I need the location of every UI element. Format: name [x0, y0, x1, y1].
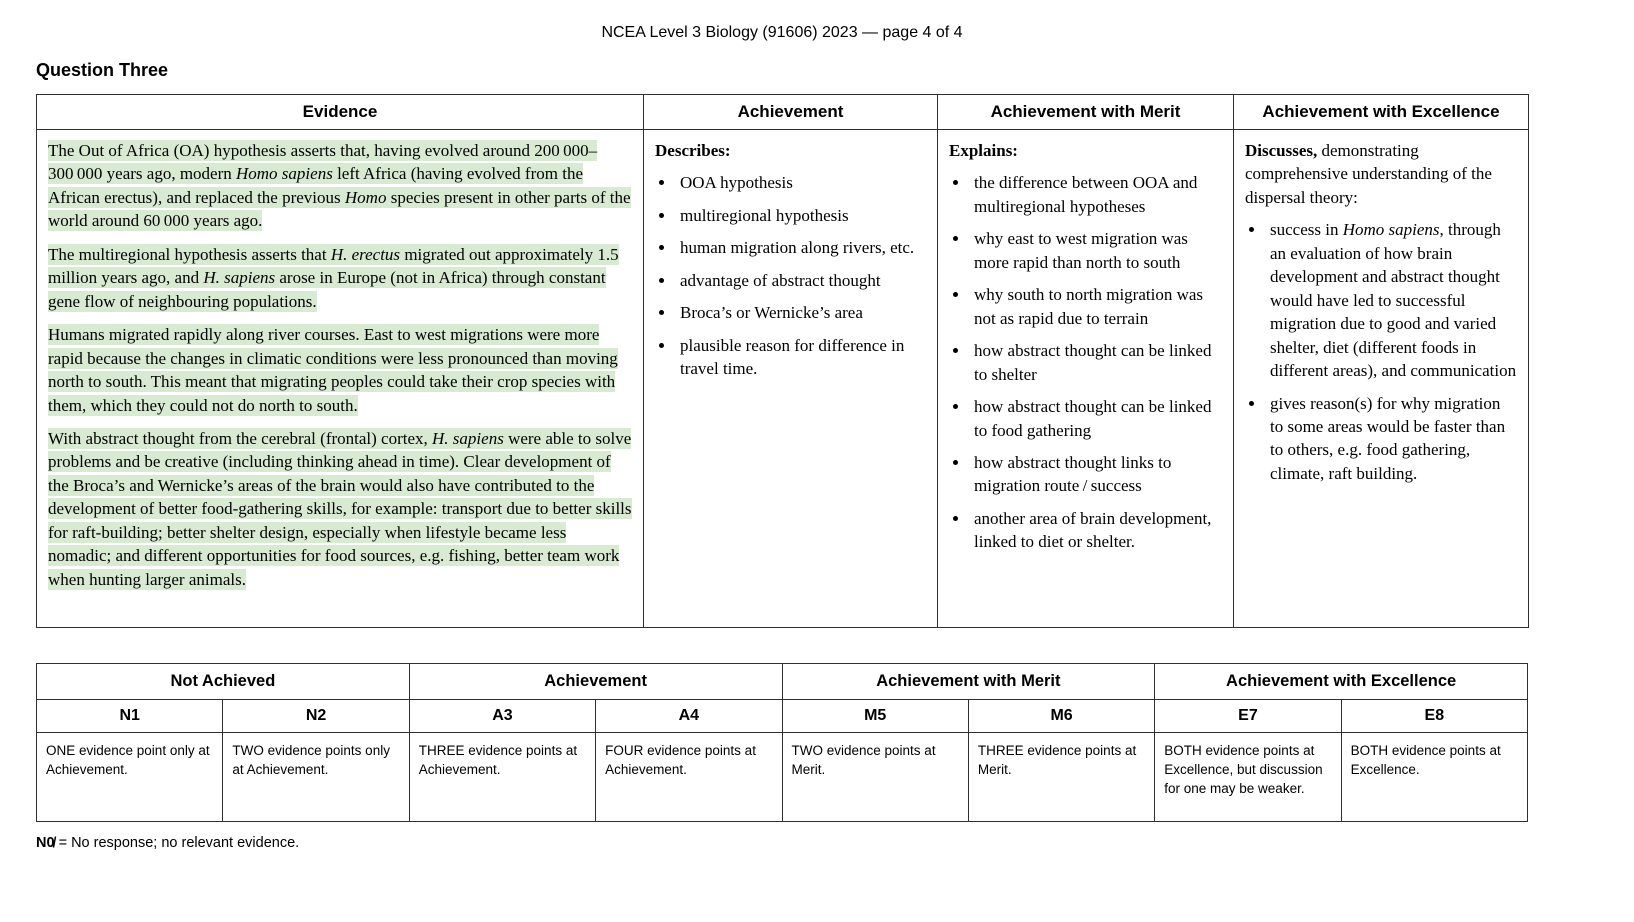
bullet-item: • success in Homo sapiens, through an evaluation of how brain development and abstract thought would have led to successful migration due to good and varied shelter, diet (different foods in different areas), and communication	[1266, 218, 1517, 382]
grade-code-m6: M6	[968, 700, 1154, 733]
excellence-heading: Discusses, demonstrating comprehensive understanding of the dispersal theory:	[1245, 141, 1492, 207]
evidence-paragraph-2: The multiregional hypothesis asserts that H. erectus migrated out approximately 1.5 million years ago, and H. sapiens arose in Europe (not in Africa) through constant gene flow of neighbouring populations.	[48, 244, 619, 311]
bullet-item: • Broca’s or Wernicke’s area	[676, 301, 926, 324]
achievement-heading: Describes:	[655, 141, 731, 160]
grade-code-n2: N2	[223, 700, 409, 733]
bullet-item: • how abstract thought can be linked to shelter	[970, 339, 1222, 386]
footnote-text: = No response; no relevant evidence.	[58, 835, 300, 851]
bullet-item: • multiregional hypothesis	[676, 204, 926, 227]
grade-code-m5: M5	[782, 700, 968, 733]
evidence-paragraph-1: The Out of Africa (OA) hypothesis asserts that, having evolved around 200 000–300 000 years ago, modern Homo sapiens left Africa (having evolved from the African erectus), and replaced the previous Homo species present in other parts of the world around 60 000 years ago.	[48, 141, 631, 231]
bullet-item: • OOA hypothesis	[676, 171, 926, 194]
grade-group-merit: Achievement with Merit	[782, 664, 1155, 700]
column-header-merit: Achievement with Merit	[938, 95, 1234, 130]
bullet-item: • another area of brain development, linked to diet or shelter.	[970, 507, 1222, 554]
grade-code-a4: A4	[596, 700, 782, 733]
grade-group-not-achieved: Not Achieved	[37, 664, 410, 700]
grade-desc-m6: THREE evidence points at Merit.	[968, 733, 1154, 822]
evidence-cell	[37, 130, 644, 628]
column-header-excellence: Achievement with Excellence	[1234, 95, 1529, 130]
page-header: NCEA Level 3 Biology (91606) 2023 — page 4 of 4	[601, 24, 963, 41]
achievement-bullet-list	[655, 171, 926, 380]
bullet-item: • advantage of abstract thought	[676, 269, 926, 292]
marking-schedule-table	[36, 94, 1529, 628]
bullet-item: • how abstract thought links to migration route / success	[970, 451, 1222, 498]
excellence-bullet-list	[1245, 218, 1517, 485]
column-header-evidence: Evidence	[37, 95, 644, 130]
grade-code-n1: N1	[37, 700, 223, 733]
grade-desc-n1: ONE evidence point only at Achievement.	[37, 733, 223, 822]
question-title: Question Three	[36, 60, 169, 80]
grade-boundaries-table	[36, 663, 1528, 822]
grade-desc-e8: BOTH evidence points at Excellence.	[1341, 733, 1527, 822]
bullet-item: • plausible reason for difference in travel time.	[676, 334, 926, 381]
grade-desc-n2: TWO evidence points only at Achievement.	[223, 733, 409, 822]
merit-cell	[938, 130, 1234, 628]
grade-group-excellence: Achievement with Excellence	[1155, 664, 1528, 700]
grade-code-row	[37, 700, 1528, 733]
bullet-item: • how abstract thought can be linked to food gathering	[970, 395, 1222, 442]
grade-group-achievement: Achievement	[409, 664, 782, 700]
bullet-item: • human migration along rivers, etc.	[676, 236, 926, 259]
achievement-cell	[644, 130, 938, 628]
grade-desc-a4: FOUR evidence points at Achievement.	[596, 733, 782, 822]
merit-bullet-list	[949, 171, 1222, 553]
bullet-item: • gives reason(s) for why migration to some areas would be faster than to others, e.g. food gathering, climate, raft building.	[1266, 392, 1517, 486]
grade-code-a3: A3	[409, 700, 595, 733]
excellence-cell	[1234, 130, 1529, 628]
bullet-item: • the difference between OOA and multiregional hypotheses	[970, 171, 1222, 218]
grade-group-header-row	[37, 664, 1528, 700]
grade-desc-e7: BOTH evidence points at Excellence, but discussion for one may be weaker.	[1155, 733, 1341, 822]
marking-schedule-header-row	[37, 95, 1529, 130]
evidence-paragraph-3: Humans migrated rapidly along river courses. East to west migrations were more rapid because the changes in climatic conditions were less pronounced than moving north to south. This meant that migrating peoples could take their crop species with them, which they could not do north to south.	[48, 325, 618, 415]
merit-heading: Explains:	[949, 141, 1018, 160]
grade-description-row	[37, 733, 1528, 822]
grade-code-e8: E8	[1341, 700, 1527, 733]
column-header-achievement: Achievement	[644, 95, 938, 130]
grade-desc-a3: THREE evidence points at Achievement.	[409, 733, 595, 822]
no-response-footnote	[36, 835, 1634, 851]
footnote-code: N0̸	[36, 835, 55, 851]
marking-schedule-body-row	[37, 130, 1529, 628]
bullet-item: • why east to west migration was more rapid than north to south	[970, 227, 1222, 274]
grade-desc-m5: TWO evidence points at Merit.	[782, 733, 968, 822]
evidence-paragraph-4: With abstract thought from the cerebral (frontal) cortex, H. sapiens were able to solve problems and be creative (including thinking ahead in time). Clear development of the Broca’s and Wernicke’s areas of the brain would also have contributed to the development of better food-gathering skills, for example: transport due to better skills for raft-building; better shelter design, especially when lifestyle became less nomadic; and different opportunities for food sources, e.g. fishing, better team work when hunting larger animals.	[48, 428, 632, 589]
grade-code-e7: E7	[1155, 700, 1341, 733]
bullet-item: • why south to north migration was not as rapid due to terrain	[970, 283, 1222, 330]
